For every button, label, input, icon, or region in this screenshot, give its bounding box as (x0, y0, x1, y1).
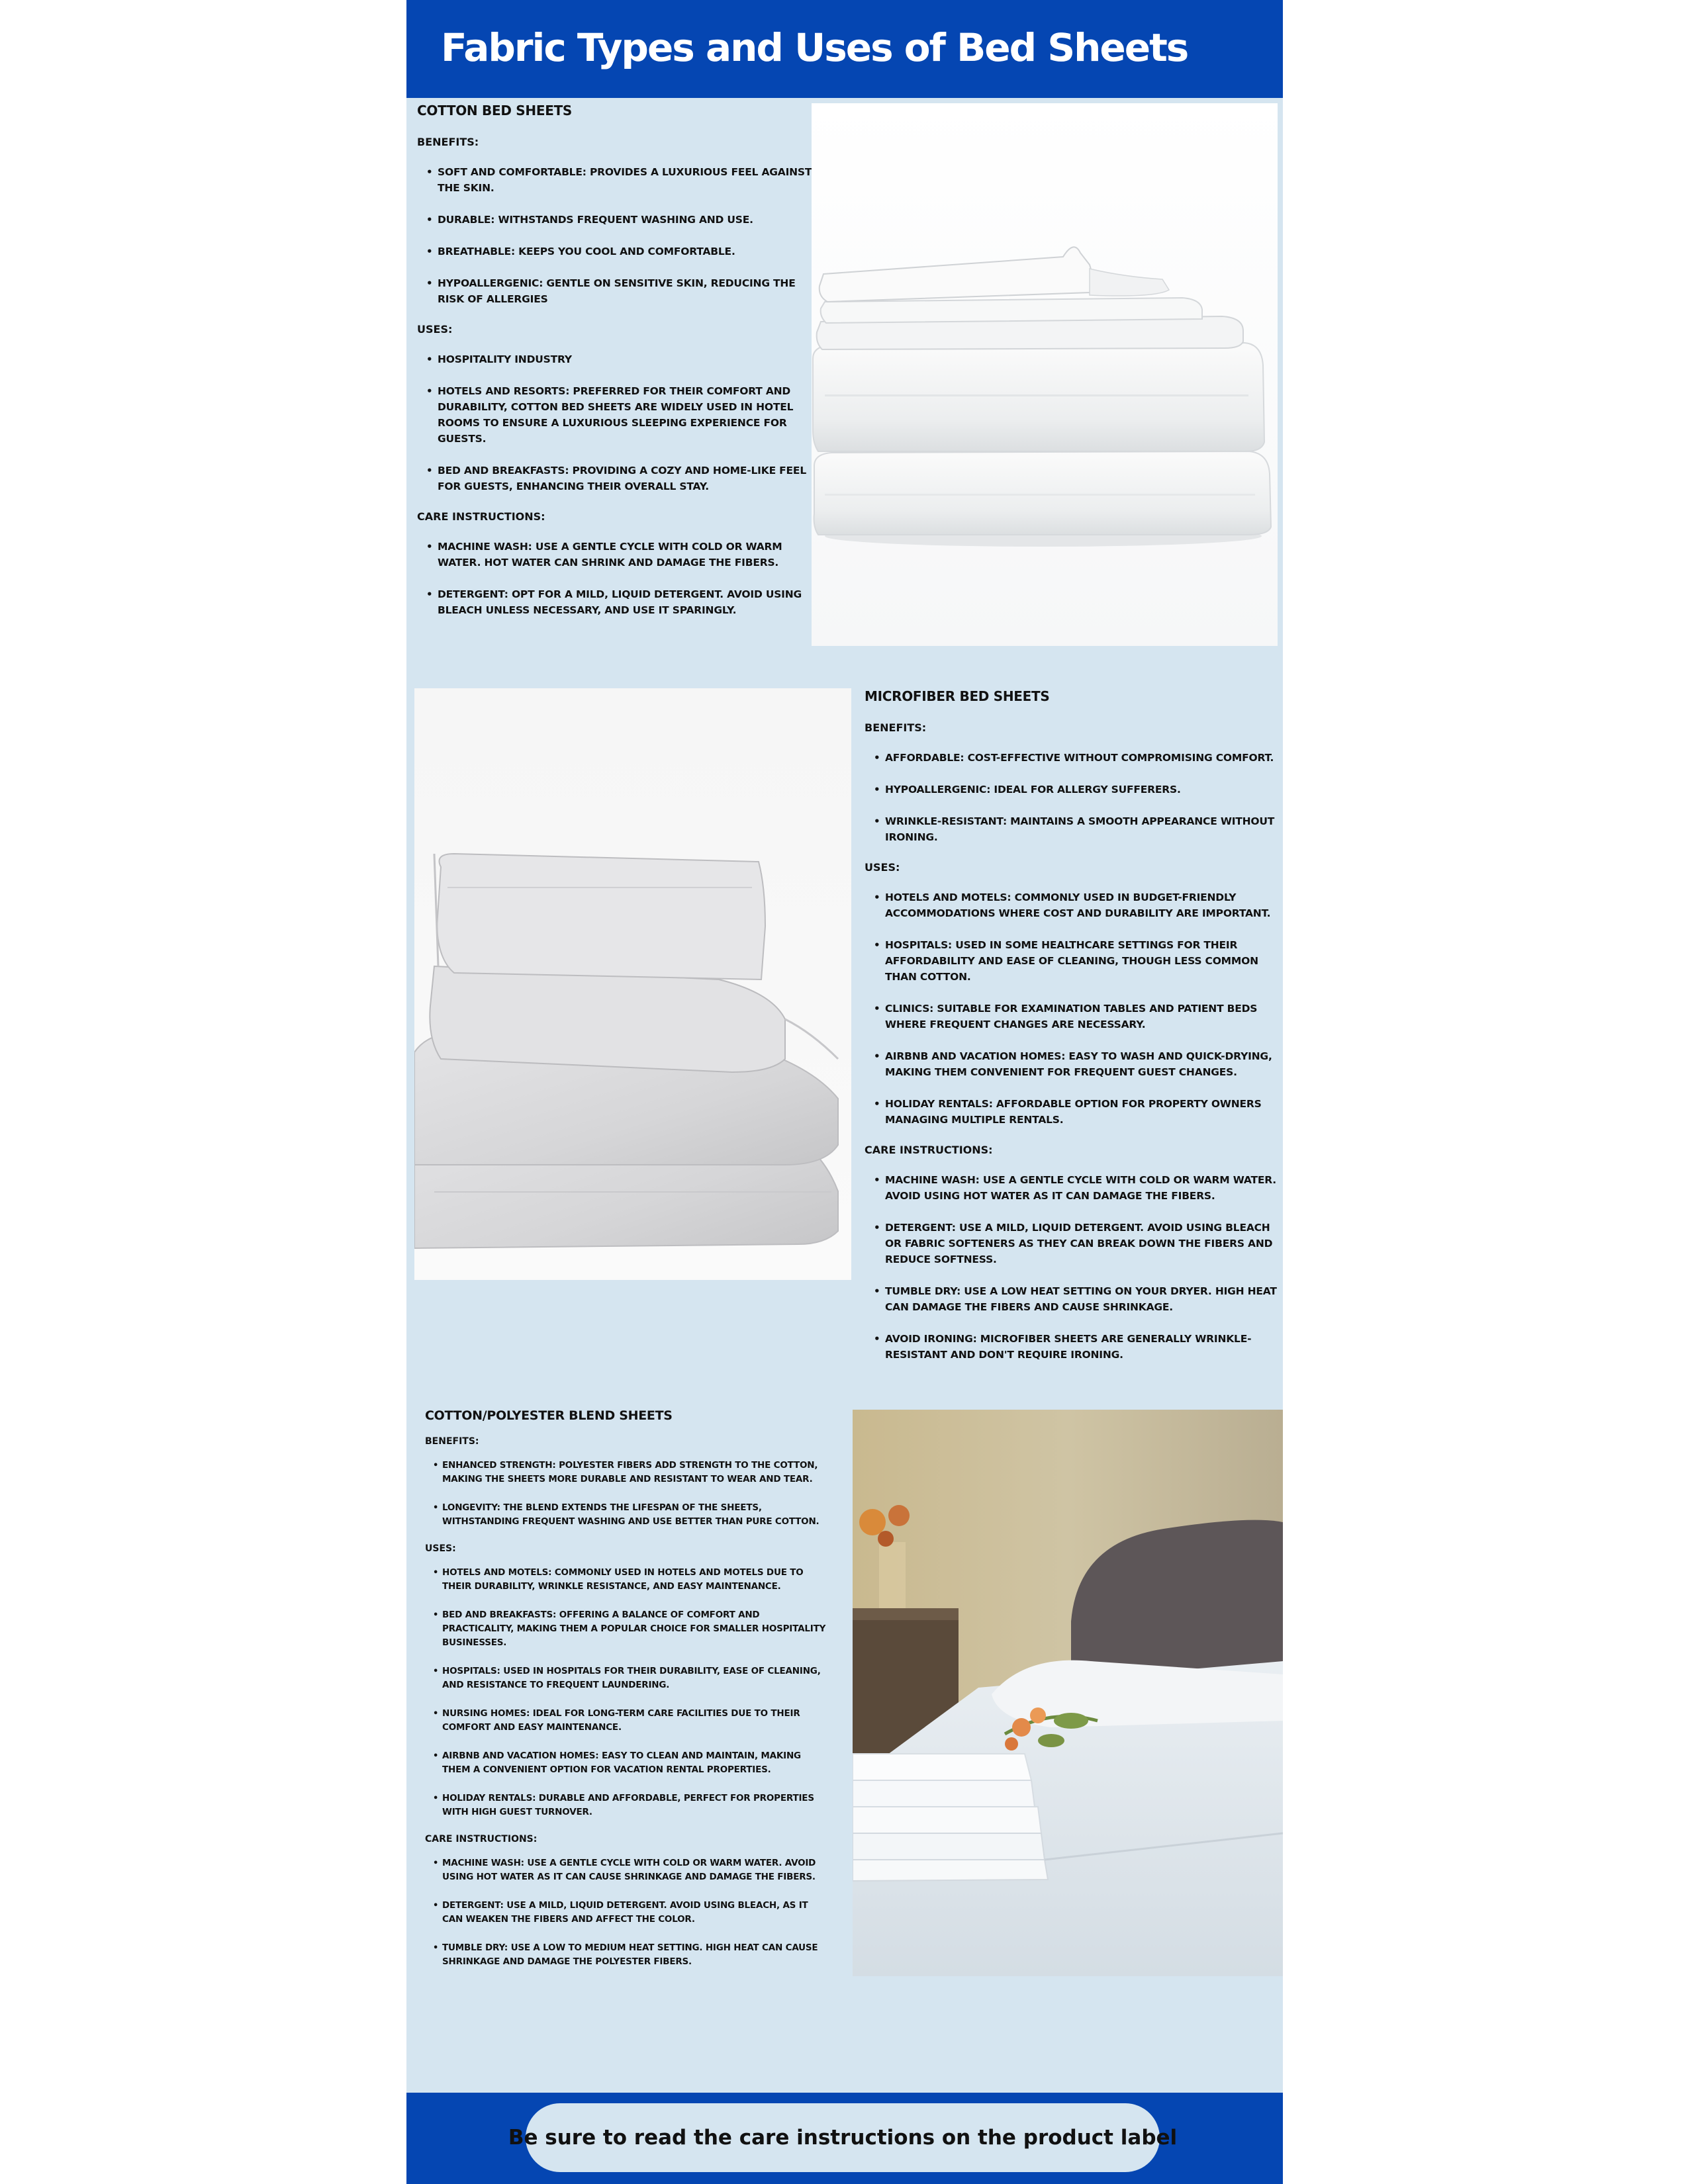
list-item: • TUMBLE DRY: USE A LOW TO MEDIUM HEAT SETTING. HIGH HEAT CAN CAUSE SHRINKAGE AND DAMAGE THE POLYESTER FIBERS. (425, 1941, 830, 1969)
list-item: • AVOID IRONING: MICROFIBER SHEETS ARE GENERALLY WRINKLE-RESISTANT AND DON'T REQUIRE IRONING. (865, 1331, 1280, 1363)
microfiber-benefits-label: BENEFITS: (865, 721, 927, 734)
list-item: • DETERGENT: OPT FOR A MILD, LIQUID DETERGENT. AVOID USING BLEACH UNLESS NECESSARY, AND USE IT SPARINGLY. (417, 586, 814, 618)
list-item: • MACHINE WASH: USE A GENTLE CYCLE WITH COLD OR WARM WATER. AVOID USING HOT WATER AS IT CAN DAMAGE THE FIBERS. (865, 1172, 1280, 1204)
list-item: • HOLIDAY RENTALS: AFFORDABLE OPTION FOR PROPERTY OWNERS MANAGING MULTIPLE RENTALS. (865, 1096, 1280, 1128)
list-item: • DETERGENT: USE A MILD, LIQUID DETERGENT. AVOID USING BLEACH, AS IT CAN WEAKEN THE FIBERS AND AFFECT THE COLOR. (425, 1899, 830, 1927)
microfiber-care-list (865, 1172, 1280, 1363)
list-item: • BED AND BREAKFASTS: OFFERING A BALANCE OF COMFORT AND PRACTICALITY, MAKING THEM A POPULAR CHOICE FOR SMALLER HOSPITALITY BUSINESSES. (425, 1608, 830, 1650)
cotton-section (417, 103, 814, 634)
microfiber-care-label: CARE INSTRUCTIONS: (865, 1144, 993, 1156)
list-item: • AFFORDABLE: COST-EFFECTIVE WITHOUT COMPROMISING COMFORT. (865, 750, 1280, 766)
microfiber-title: MICROFIBER BED SHEETS (865, 688, 1050, 704)
list-item: • HOLIDAY RENTALS: DURABLE AND AFFORDABLE, PERFECT FOR PROPERTIES WITH HIGH GUEST TURNOVER. (425, 1792, 830, 1819)
microfiber-uses-label: USES: (865, 861, 900, 874)
list-item: • HOTELS AND MOTELS: COMMONLY USED IN HOTELS AND MOTELS DUE TO THEIR DURABILITY, WRINKLE RESISTANCE, AND EASY MAINTENANCE. (425, 1566, 830, 1594)
page-title: Fabric Types and Uses of Bed Sheets (441, 25, 1188, 70)
list-item: • TUMBLE DRY: USE A LOW HEAT SETTING ON YOUR DRYER. HIGH HEAT CAN DAMAGE THE FIBERS AND CAUSE SHRINKAGE. (865, 1283, 1280, 1315)
blend-benefits-list (425, 1459, 830, 1529)
cotton-title: COTTON BED SHEETS (417, 103, 573, 118)
list-item: • HOSPITALS: USED IN SOME HEALTHCARE SETTINGS FOR THEIR AFFORDABILITY AND EASE OF CLEANING, THOUGH LESS COMMON THAN COTTON. (865, 937, 1280, 985)
list-item: • MACHINE WASH: USE A GENTLE CYCLE WITH COLD OR WARM WATER. AVOID USING HOT WATER AS IT CAN CAUSE SHRINKAGE AND DAMAGE THE FIBERS. (425, 1856, 830, 1884)
blend-uses-label: USES: (425, 1543, 456, 1554)
care-reminder-pill (508, 2103, 1178, 2172)
footer-banner (406, 2093, 1283, 2184)
list-item: • HYPOALLERGENIC: GENTLE ON SENSITIVE SKIN, REDUCING THE RISK OF ALLERGIES (417, 275, 814, 307)
cotton-uses-list (417, 351, 814, 494)
care-reminder-text: Be sure to read the care instructions on the product label (508, 2126, 1178, 2150)
microfiber-benefits-list (865, 750, 1280, 845)
list-item: • DETERGENT: USE A MILD, LIQUID DETERGENT. AVOID USING BLEACH OR FABRIC SOFTENERS AS THEY CAN BREAK DOWN THE FIBERS AND REDUCE SOFTNESS. (865, 1220, 1280, 1267)
list-item: • LONGEVITY: THE BLEND EXTENDS THE LIFESPAN OF THE SHEETS, WITHSTANDING FREQUENT WASHING AND USE BETTER THAN PURE COTTON. (425, 1501, 830, 1529)
list-item: • SOFT AND COMFORTABLE: PROVIDES A LUXURIOUS FEEL AGAINST THE SKIN. (417, 164, 814, 196)
blend-care-label: CARE INSTRUCTIONS: (425, 1834, 538, 1844)
list-item: • AIRBNB AND VACATION HOMES: EASY TO WASH AND QUICK-DRYING, MAKING THEM CONVENIENT FOR FREQUENT GUEST CHANGES. (865, 1048, 1280, 1080)
microfiber-uses-list (865, 889, 1280, 1128)
list-item: • MACHINE WASH: USE A GENTLE CYCLE WITH COLD OR WARM WATER. HOT WATER CAN SHRINK AND DAMAGE THE FIBERS. (417, 539, 814, 570)
blend-title: COTTON/POLYESTER BLEND SHEETS (425, 1408, 673, 1423)
list-item: • ENHANCED STRENGTH: POLYESTER FIBERS ADD STRENGTH TO THE COTTON, MAKING THE SHEETS MORE DURABLE AND RESISTANT TO WEAR AND TEAR. (425, 1459, 830, 1486)
list-item: • HOTELS AND MOTELS: COMMONLY USED IN BUDGET-FRIENDLY ACCOMMODATIONS WHERE COST AND DURABILITY ARE IMPORTANT. (865, 889, 1280, 921)
folded-white-sheets-photo (812, 103, 1278, 646)
list-item: • HOSPITALS: USED IN HOSPITALS FOR THEIR DURABILITY, EASE OF CLEANING, AND RESISTANCE TO FREQUENT LAUNDERING. (425, 1664, 830, 1692)
cotton-care-list (417, 539, 814, 618)
blend-care-list (425, 1856, 830, 1969)
hotel-bed-with-folded-sheets-and-flowers-photo (853, 1410, 1283, 1976)
blend-uses-list (425, 1566, 830, 1819)
list-item: • WRINKLE-RESISTANT: MAINTAINS A SMOOTH APPEARANCE WITHOUT IRONING. (865, 813, 1280, 845)
cotton-uses-label: USES: (417, 323, 453, 336)
list-item: • CLINICS: SUITABLE FOR EXAMINATION TABLES AND PATIENT BEDS WHERE FREQUENT CHANGES ARE NECESSARY. (865, 1001, 1280, 1032)
cotton-care-label: CARE INSTRUCTIONS: (417, 510, 545, 523)
list-item: • DURABLE: WITHSTANDS FREQUENT WASHING AND USE. (417, 212, 814, 228)
list-item: • AIRBNB AND VACATION HOMES: EASY TO CLEAN AND MAINTAIN, MAKING THEM A CONVENIENT OPTION FOR VACATION RENTAL PROPERTIES. (425, 1749, 830, 1777)
cotton-benefits-label: BENEFITS: (417, 136, 479, 148)
list-item: • BREATHABLE: KEEPS YOU COOL AND COMFORTABLE. (417, 244, 814, 259)
poster (406, 0, 1283, 2184)
list-item: • BED AND BREAKFASTS: PROVIDING A COZY AND HOME-LIKE FEEL FOR GUESTS, ENHANCING THEIR OVERALL STAY. (417, 463, 814, 494)
list-item: • HOSPITALITY INDUSTRY (417, 351, 814, 367)
blend-section (425, 1408, 830, 1983)
cotton-benefits-list (417, 164, 814, 307)
list-item: • HYPOALLERGENIC: IDEAL FOR ALLERGY SUFFERERS. (865, 782, 1280, 797)
microfiber-section (865, 688, 1280, 1379)
blend-benefits-label: BENEFITS: (425, 1436, 479, 1447)
header-banner (406, 0, 1283, 98)
list-item: • HOTELS AND RESORTS: PREFERRED FOR THEIR COMFORT AND DURABILITY, COTTON BED SHEETS ARE WIDELY USED IN HOTEL ROOMS TO ENSURE A LUXURIOUS SLEEPING EXPERIENCE FOR GUESTS. (417, 383, 814, 447)
stacked-grey-sheets-photo (414, 688, 851, 1280)
list-item: • NURSING HOMES: IDEAL FOR LONG-TERM CARE FACILITIES DUE TO THEIR COMFORT AND EASY MAINTENANCE. (425, 1707, 830, 1735)
